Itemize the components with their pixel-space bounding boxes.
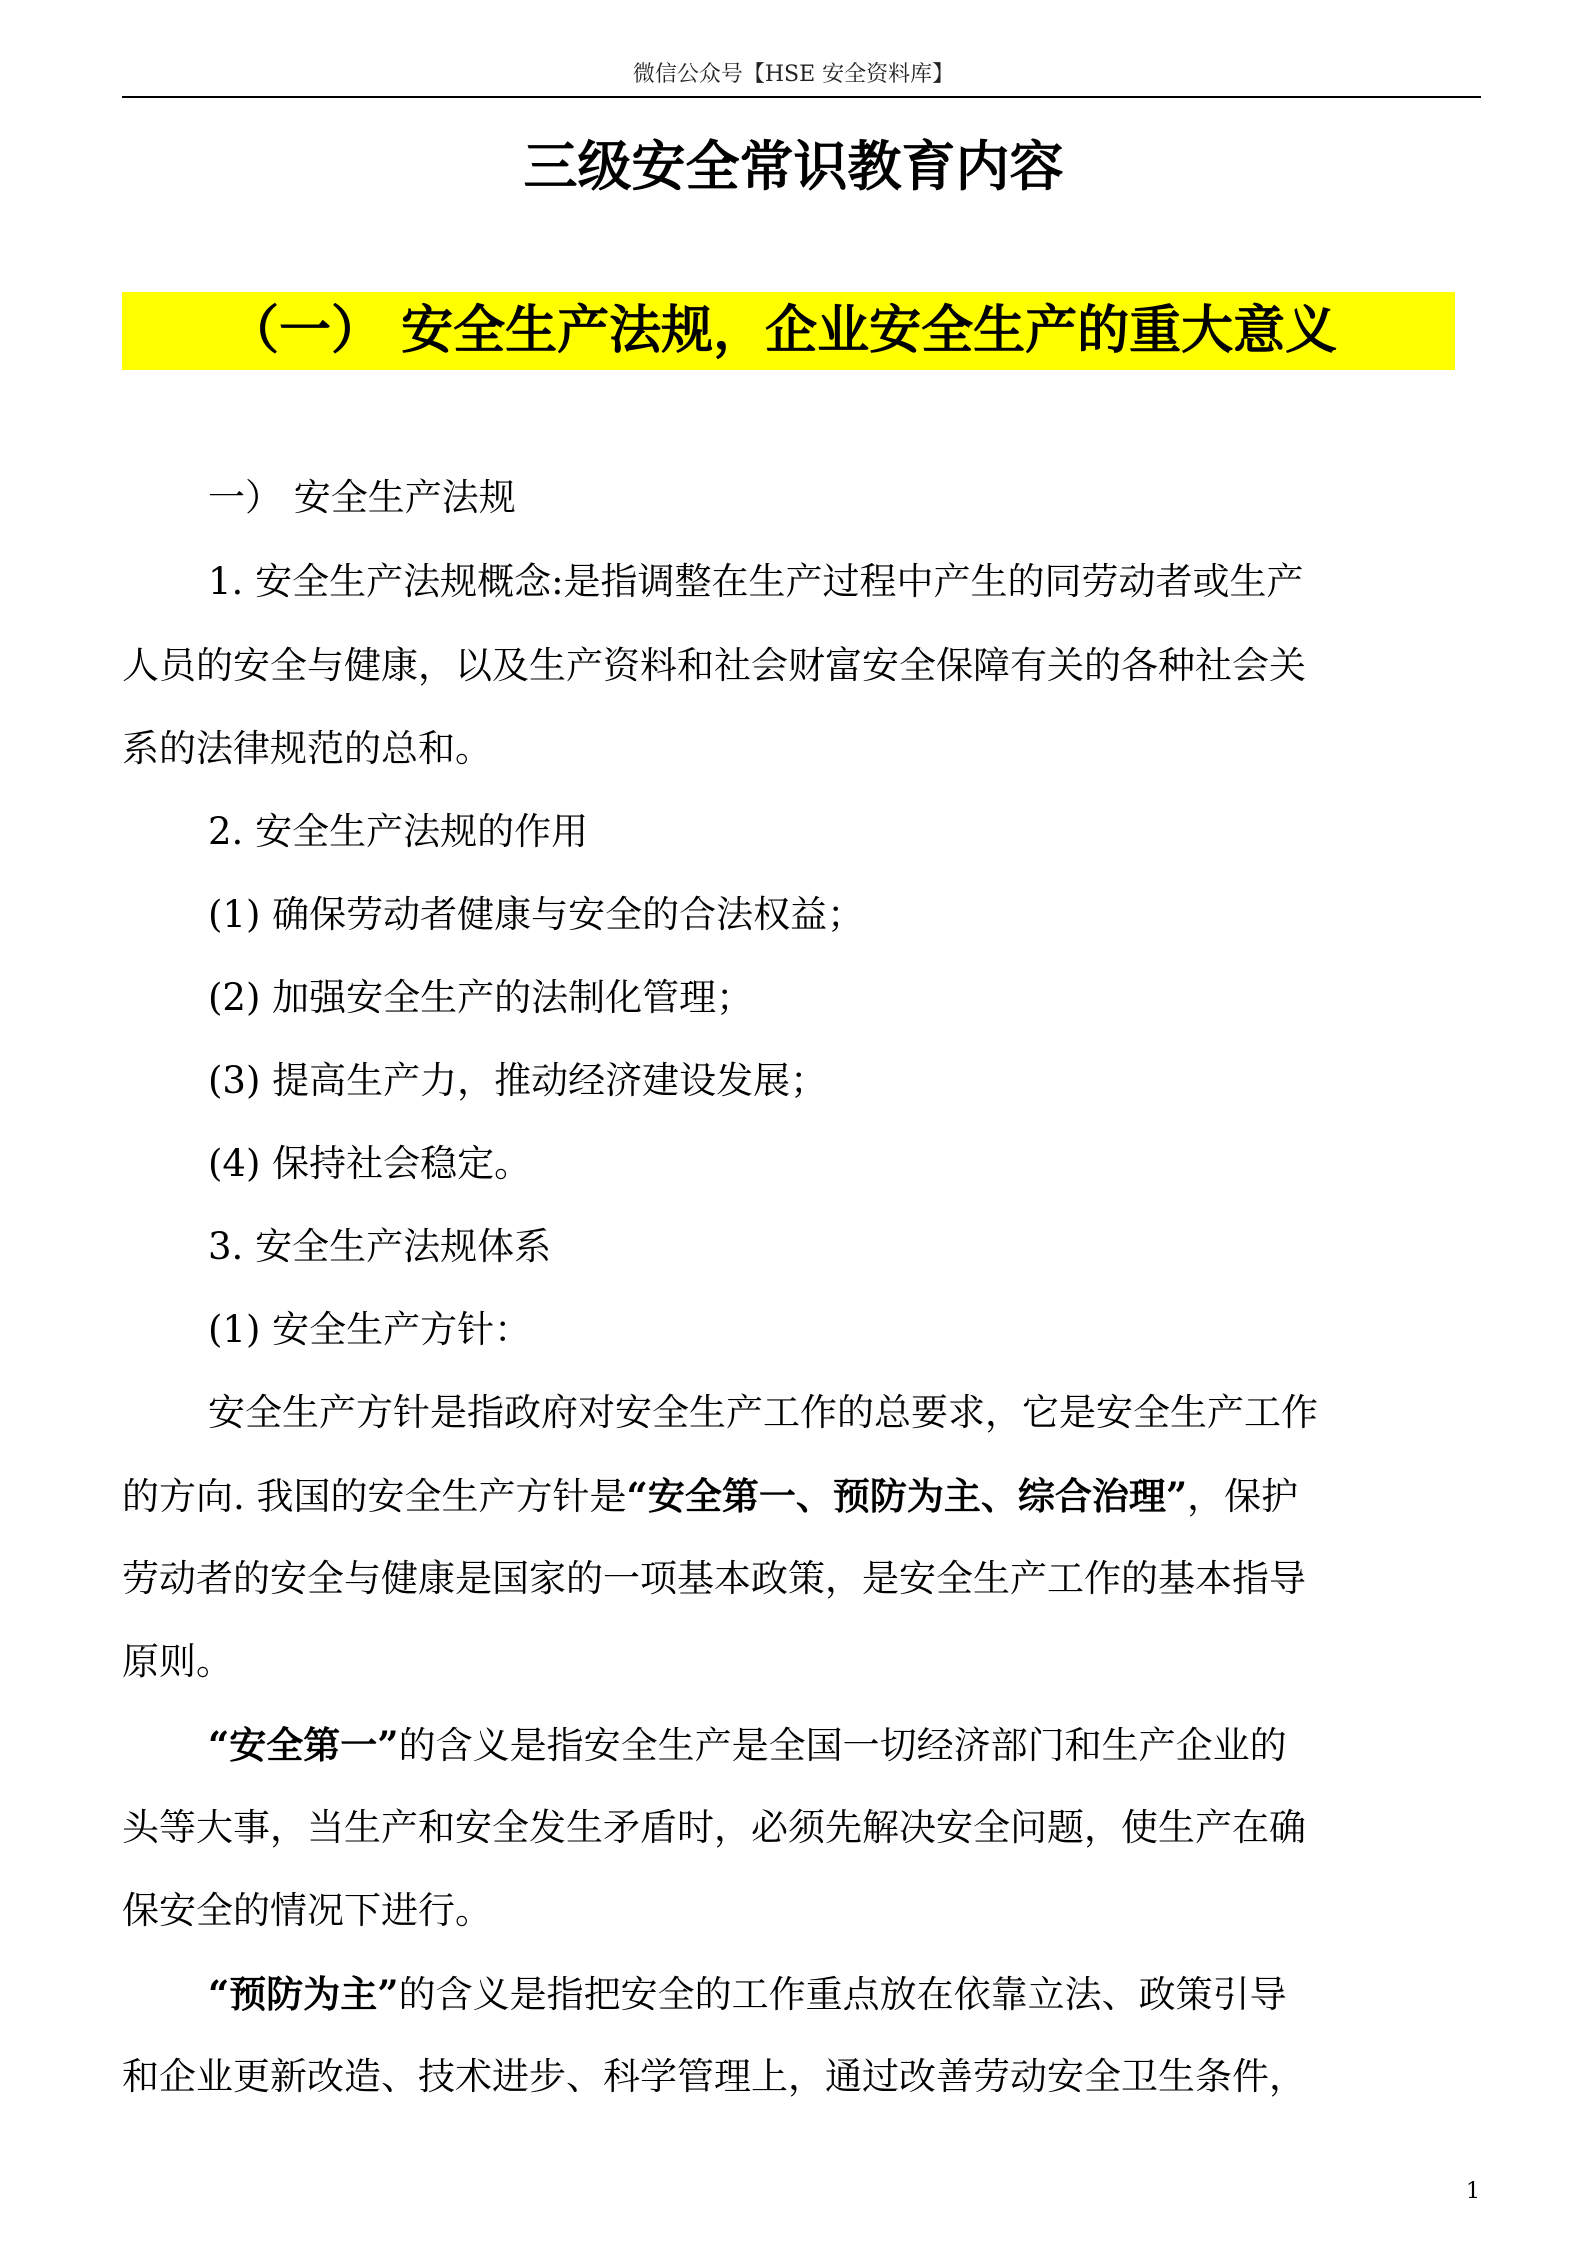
paragraph-line: 2. 安全生产法规的作用	[208, 810, 589, 853]
paragraph-line: 劳动者的安全与健康是国家的一项基本政策，是安全生产工作的基本指导	[122, 1557, 1306, 1600]
list-item: (2) 加强安全生产的法制化管理；	[208, 976, 754, 1019]
section-heading-banner	[122, 292, 1455, 370]
text-span: ，保护	[1187, 1475, 1299, 1518]
paragraph-line	[208, 1970, 1287, 2019]
paragraph-line	[122, 1472, 1298, 1521]
emphasized-text: “安全第一、预防为主、综合治理”	[626, 1474, 1188, 1518]
document-title: 三级安全常识教育内容	[523, 134, 1064, 198]
paragraph-line: 保安全的情况下进行。	[122, 1889, 492, 1932]
text-span: 的方向. 我国的安全生产方针是	[122, 1475, 627, 1518]
list-item: (4) 保持社会稳定。	[208, 1142, 532, 1185]
subsection-heading: 一） 安全生产法规	[208, 476, 516, 519]
emphasized-text: “预防为主”	[208, 1972, 399, 2016]
paragraph-line	[208, 1721, 1287, 1770]
paragraph-line: 人员的安全与健康，以及生产资料和社会财富安全保障有关的各种社会关	[122, 644, 1306, 687]
page-header: 微信公众号【HSE 安全资料库】	[632, 62, 955, 87]
paragraph-line: 原则。	[122, 1640, 233, 1683]
section-heading: （一） 安全生产法规，企业安全生产的重大意义	[227, 300, 1338, 361]
list-item: (1) 确保劳动者健康与安全的合法权益；	[208, 893, 865, 936]
text-span: 的含义是指安全生产是全国一切经济部门和生产企业的	[398, 1724, 1287, 1767]
paragraph-line: (1) 安全生产方针：	[208, 1308, 532, 1351]
paragraph-line: 头等大事，当生产和安全发生矛盾时，必须先解决安全问题，使生产在确	[122, 1806, 1306, 1849]
list-item: (3) 提高生产力，推动经济建设发展；	[208, 1059, 828, 1102]
text-span: 的含义是指把安全的工作重点放在依靠立法、政策引导	[398, 1973, 1287, 2016]
paragraph-line: 3. 安全生产法规体系	[208, 1225, 552, 1268]
paragraph-line: 1. 安全生产法规概念:是指调整在生产过程中产生的同劳动者或生产	[208, 560, 1304, 603]
header-divider	[122, 96, 1481, 98]
paragraph-line: 安全生产方针是指政府对安全生产工作的总要求，它是安全生产工作	[208, 1391, 1318, 1434]
paragraph-line: 系的法律规范的总和。	[122, 727, 492, 770]
paragraph-line: 和企业更新改造、技术进步、科学管理上，通过改善劳动安全卫生条件，	[122, 2055, 1306, 2098]
page-number: 1	[1466, 2179, 1480, 2204]
emphasized-text: “安全第一”	[208, 1723, 399, 1767]
